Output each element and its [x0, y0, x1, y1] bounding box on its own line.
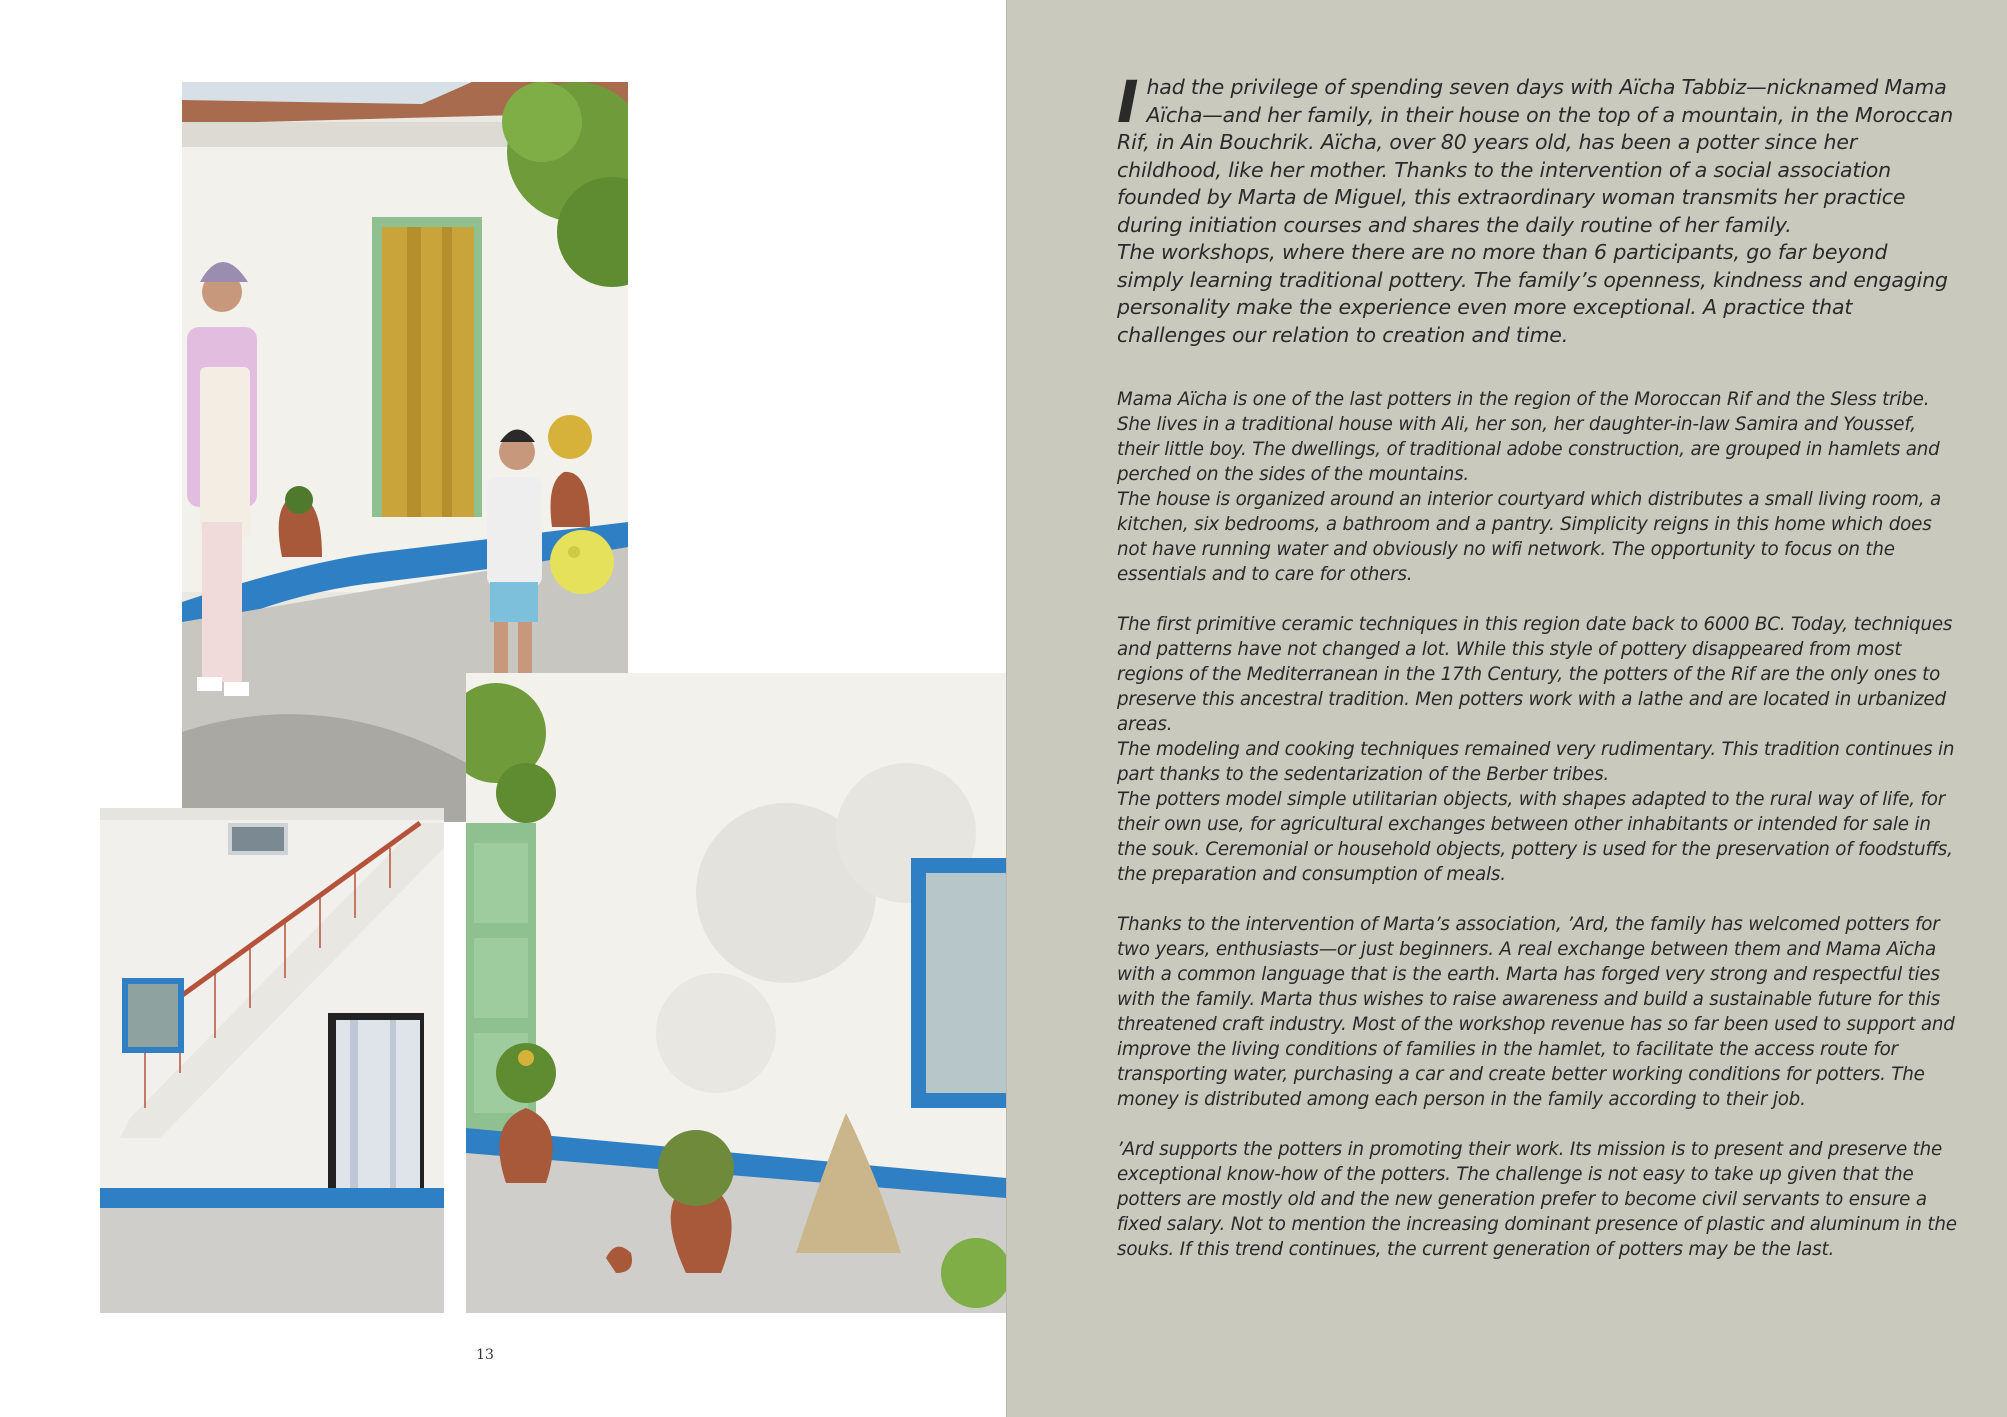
body-paragraph: Mama Aïcha is one of the last potters in the region of the Moroccan Rif and the Sless tribe. She lives in a traditional house with Ali, her son, her daughter-in-law Samira and Youssef, their little boy. The dwellings, of traditional adobe construction, are grouped in hamlets and perched on the sides of the mountains. [1117, 389, 1940, 485]
staircase-photo [100, 808, 444, 1313]
article-body [1117, 387, 1957, 1262]
staircase-illustration [100, 808, 444, 1313]
body-paragraph: The potters model simple utilitarian objects, with shapes adapted to the rural way of life, for their own use, for agricultural exchanges between other inhabitants or intended for sale in the souk. Ceremonial or household objects, pottery is used for the preservation of foodstuffs, the preparation and consumption of meals. [1117, 789, 1953, 885]
body-paragraph: ’Ard supports the potters in promoting their work. Its mission is to present and preserve the exceptional know-how of the potters. The challenge is not easy to take up given that the potters are mostly old and the new generation prefer to become civil servants to ensure a fixed salary. Not to mention the increasing dominant presence of plastic and aluminum in the souks. If this trend continues, the current generation of potters may be the last. [1117, 1139, 1957, 1260]
body-paragraph: The modeling and cooking techniques remained very rudimentary. This tradition continues in part thanks to the sedentarization of the Berber tribes. [1117, 739, 1955, 785]
body-paragraph: The house is organized around an interior courtyard which distributes a small living room, a kitchen, six bedrooms, a bathroom and a pantry. Simplicity reigns in this home which does not have running water and obviously no wifi network. The opportunity to focus on the essentials and to care for others. [1117, 489, 1942, 585]
courtyard-plants-photo [466, 673, 1006, 1313]
courtyard-plants-illustration [466, 673, 1006, 1313]
article-intro [1117, 68, 1957, 349]
body-paragraph: Thanks to the intervention of Marta’s association, ’Ard, the family has welcomed potters for two years, enthusiasts—or just beginners. A real exchange between them and Mama Aïcha with a common language that is the earth. Marta has forged very strong and respectful ties with the family. Marta thus wishes to raise awareness and build a sustainable future for this threatened craft industry. Most of the workshop revenue has so far been used to support and improve the living conditions of families in the hamlet, to facilitate the access route for transporting water, purchasing a car and create better working conditions for potters. The money is distributed among each person in the family according to their job. [1117, 914, 1955, 1110]
drop-cap: I [1117, 68, 1139, 136]
article-text [1117, 68, 1957, 1262]
intro-paragraph: The workshops, where there are no more than 6 participants, go far beyond simply learning traditional pottery. The family’s openness, kindness and engaging personality make the experience even more exceptional. A practice that challenges our relation to creation and time. [1117, 240, 1948, 347]
intro-paragraph: had the privilege of spending seven days with Aïcha Tabbiz—nicknamed Mama Aïcha—and her family, in their house on the top of a mountain, in the Moroccan Rif, in Ain Bouchrik. Aïcha, over 80 years old, has been a potter since her childhood, like her mother. Thanks to the intervention of a social association founded by Marta de Miguel, this extraordinary woman transmits her practice during initiation courses and shares the daily routine of her family. [1117, 75, 1954, 237]
body-paragraph: The first primitive ceramic techniques in this region date back to 6000 BC. Today, techniques and patterns have not changed a lot. While this style of pottery disappeared from most regions of the Mediterranean in the 17th Century, the potters of the Rif are the only ones to preserve this ancestral tradition. Men potters work with a lathe and are located in urbanized areas. [1117, 614, 1953, 735]
page-number: 13 [476, 1347, 494, 1363]
